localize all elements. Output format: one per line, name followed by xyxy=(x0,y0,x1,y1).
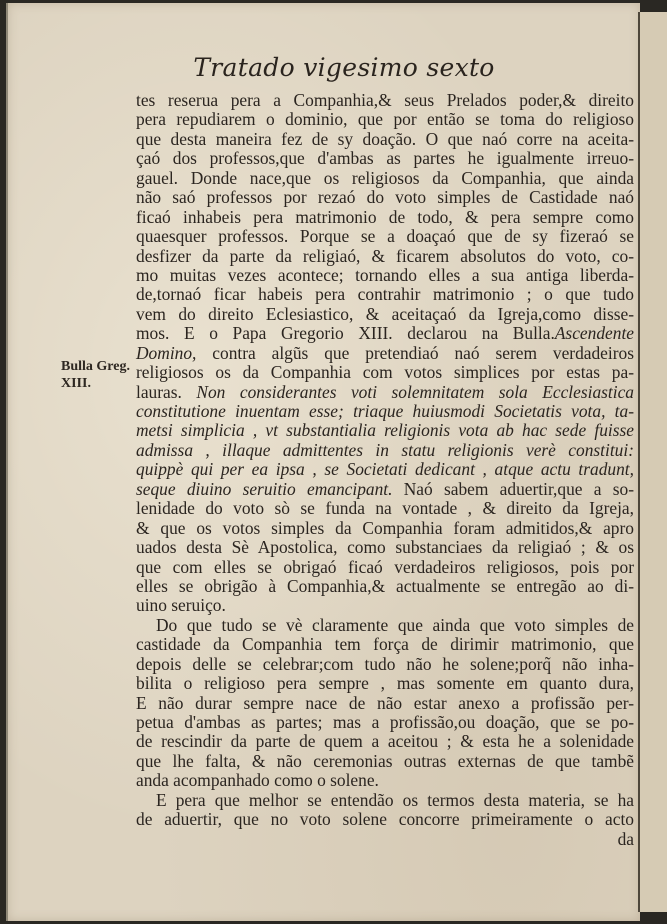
italic-text: metsi simplicia , vt substantialia religionis vota ab hac sede fuisse xyxy=(136,420,634,441)
line-text: Do que tudo se vè claramente que ainda que voto simples de xyxy=(156,614,634,635)
text-line xyxy=(136,247,634,266)
line-text: Naó sabem aduertir,que a so- xyxy=(392,478,634,499)
text-line xyxy=(136,266,634,285)
line-text: da xyxy=(617,828,634,849)
line-text: E pera que melhor se entendão os termos desta materia, se ha xyxy=(156,789,634,810)
text-line xyxy=(136,655,634,674)
line-text: de,tornaó ficar habeis pera contrahir matrimonio ; o que tudo xyxy=(136,284,634,305)
text-line xyxy=(136,441,634,460)
line-text: lenidade do voto sò se funda na vontade , & direito da Igreja, xyxy=(136,498,634,519)
line-text: que desta maneira fez de sy doação. O que naó corre na aceita- xyxy=(136,128,634,149)
running-title xyxy=(8,53,640,82)
line-text: contra algũs que pretendiaó naó serem verdadeiros xyxy=(196,342,634,363)
line-text: mo muitas vezes acontece; tornando elles a sua antiga liberda- xyxy=(136,264,634,285)
book-page xyxy=(6,3,640,921)
margin-note xyxy=(61,358,130,392)
text-line xyxy=(136,635,634,654)
line-text: tes reserua pera a Companhia,& seus Prelados poder,& direito xyxy=(136,90,634,110)
line-text: petua d'ambas as partes; mas a profissão,ou doação, que se po- xyxy=(136,712,634,732)
text-line xyxy=(136,810,634,829)
text-line xyxy=(136,421,634,440)
line-text: lauras. xyxy=(136,381,182,402)
text-line xyxy=(136,285,634,304)
text-line xyxy=(136,91,634,110)
text-line xyxy=(136,130,634,149)
line-text: quaesquer professos. Porque se a doaçaó que de sy fizeraó se xyxy=(136,226,634,247)
line-text: pera repudiarem o dominio, que por então se toma do religioso xyxy=(136,109,634,130)
italic-text: seque diuino seruitio emancipant. xyxy=(136,478,393,499)
text-line xyxy=(136,227,634,246)
line-text: çaó dos professos,que d'ambas as partes he igualmente irreuo- xyxy=(136,148,634,169)
italic-text: admissa , illaque admittentes in statu religionis verè constitui: xyxy=(136,439,634,460)
italic-text: quippè qui per ea ipsa , se Societati dedicant , atque actu tradunt, xyxy=(136,459,634,480)
line-text: elles se obrigão à Companhia,& actualmente se entregão ao di- xyxy=(136,575,634,596)
text-line xyxy=(136,305,634,324)
text-line xyxy=(136,188,634,207)
text-line xyxy=(136,752,634,771)
running-title-text: Tratado vigesimo sexto xyxy=(193,53,495,82)
line-text: desfizer da parte da religiaó, & ficarem absolutos do voto, co- xyxy=(136,245,634,266)
line-text: uados desta Sè Apostolica, como substanciaes da religiaó ; & os xyxy=(136,537,634,558)
text-line xyxy=(136,538,634,557)
text-line xyxy=(136,694,634,713)
text-line xyxy=(136,324,634,343)
text-line xyxy=(136,830,634,849)
text-line xyxy=(136,169,634,188)
text-line xyxy=(136,616,634,635)
text-line xyxy=(136,402,634,421)
line-text: bilita o religioso pera sempre , mas somente em quanto dura, xyxy=(136,673,634,694)
line-text: uino seruiço. xyxy=(136,595,226,616)
line-text: depois delle se celebrar;com tudo não he solene;porq̃ não inha- xyxy=(136,653,634,674)
line-text: castidade da Companhia tem força de dirimir matrimonio, que xyxy=(136,634,634,655)
line-text: gauel. Donde nace,que os religiosos da Companhia, que ainda xyxy=(136,167,634,188)
line-text: religiosos os da Companhia com votos simplices por estas pa- xyxy=(136,362,634,383)
body-text xyxy=(136,91,634,849)
line-text: & que os votos simples da Companhia foram admitidos,& apro xyxy=(136,517,634,538)
line-text: que lhe falta, & não ceremonias outras externas de que tambẽ xyxy=(136,750,634,771)
italic-text: constitutione inuentam esse; triaque huiusmodi Societatis vota, ta- xyxy=(136,401,634,421)
text-line xyxy=(136,460,634,479)
line-text: de aduertir, que no voto solene concorre primeiramente o acto xyxy=(136,809,634,830)
line-text: que com elles se obrigaó ficaó verdadeiros religiosos, pois por xyxy=(136,556,634,577)
line-text: de rescindir da parte de quem a aceitou ; & esta he a solenidade xyxy=(136,731,634,752)
next-page-edge xyxy=(638,12,667,912)
line-text: vem do direito Eclesiastico, & aceitaçaó da Igreja,como disse- xyxy=(136,303,634,324)
text-line xyxy=(136,577,634,596)
text-line xyxy=(136,732,634,751)
line-text: anda acompanhado como o solene. xyxy=(136,770,379,791)
text-line xyxy=(136,110,634,129)
text-line xyxy=(136,519,634,538)
text-line xyxy=(136,344,634,363)
line-text: não saó professos por rezaó do voto simples de Castidade naó xyxy=(136,187,634,208)
text-line xyxy=(136,596,634,615)
text-line xyxy=(136,713,634,732)
line-text: E não durar sempre nace de não estar anexo a profissão per- xyxy=(136,692,634,713)
italic-text: Domino, xyxy=(136,342,197,363)
text-line xyxy=(136,674,634,693)
line-text: ficaó inhabeis pera matrimonio de todo, & pera sempre como xyxy=(136,206,634,227)
line-text: mos. E o Papa Gregorio XIII. declarou na Bulla. xyxy=(136,323,555,344)
italic-text: Non considerantes voti solemnitatem sola Ecclesiastica xyxy=(181,381,634,402)
text-line xyxy=(136,383,634,402)
text-line xyxy=(136,499,634,518)
margin-note-line: XIII. xyxy=(61,376,91,391)
text-line xyxy=(136,480,634,499)
text-line xyxy=(136,558,634,577)
text-line xyxy=(136,771,634,790)
margin-note-line: Bulla Greg. xyxy=(61,359,130,374)
text-line xyxy=(136,791,634,810)
text-line xyxy=(136,149,634,168)
text-line xyxy=(136,208,634,227)
text-line xyxy=(136,363,634,382)
italic-text: Ascendente xyxy=(554,323,634,344)
